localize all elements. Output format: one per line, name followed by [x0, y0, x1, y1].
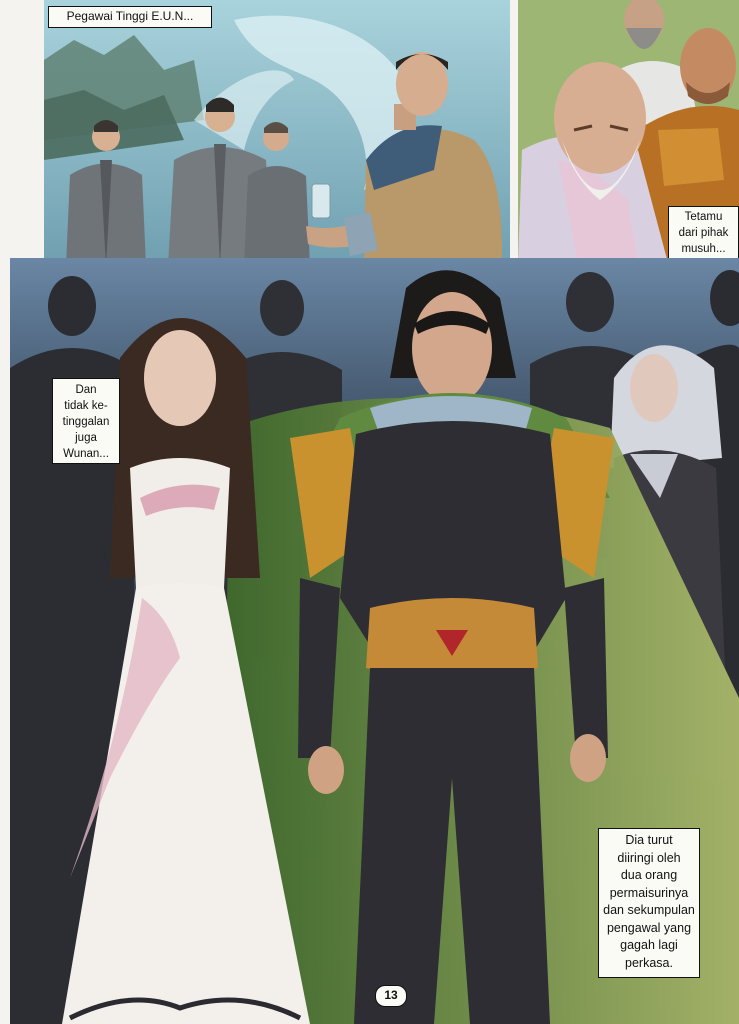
officials-scene [44, 0, 510, 266]
panel-officials [44, 0, 510, 266]
caption-procession: Dia turut diiringi oleh dua orang permaisurinya dan sekumpulan pengawal yang gagah lagi perkasa. [598, 828, 700, 978]
caption-enemy-guests: Tetamu dari pihak musuh... [668, 206, 739, 263]
page-number: 13 [375, 985, 407, 1007]
caption-wunan: Dan tidak ke- tinggalan juga Wunan... [52, 378, 120, 464]
panel-procession [10, 258, 739, 1024]
panel-enemy-guests [518, 0, 739, 263]
caption-officials: Pegawai Tinggi E.U.N... [48, 6, 212, 28]
